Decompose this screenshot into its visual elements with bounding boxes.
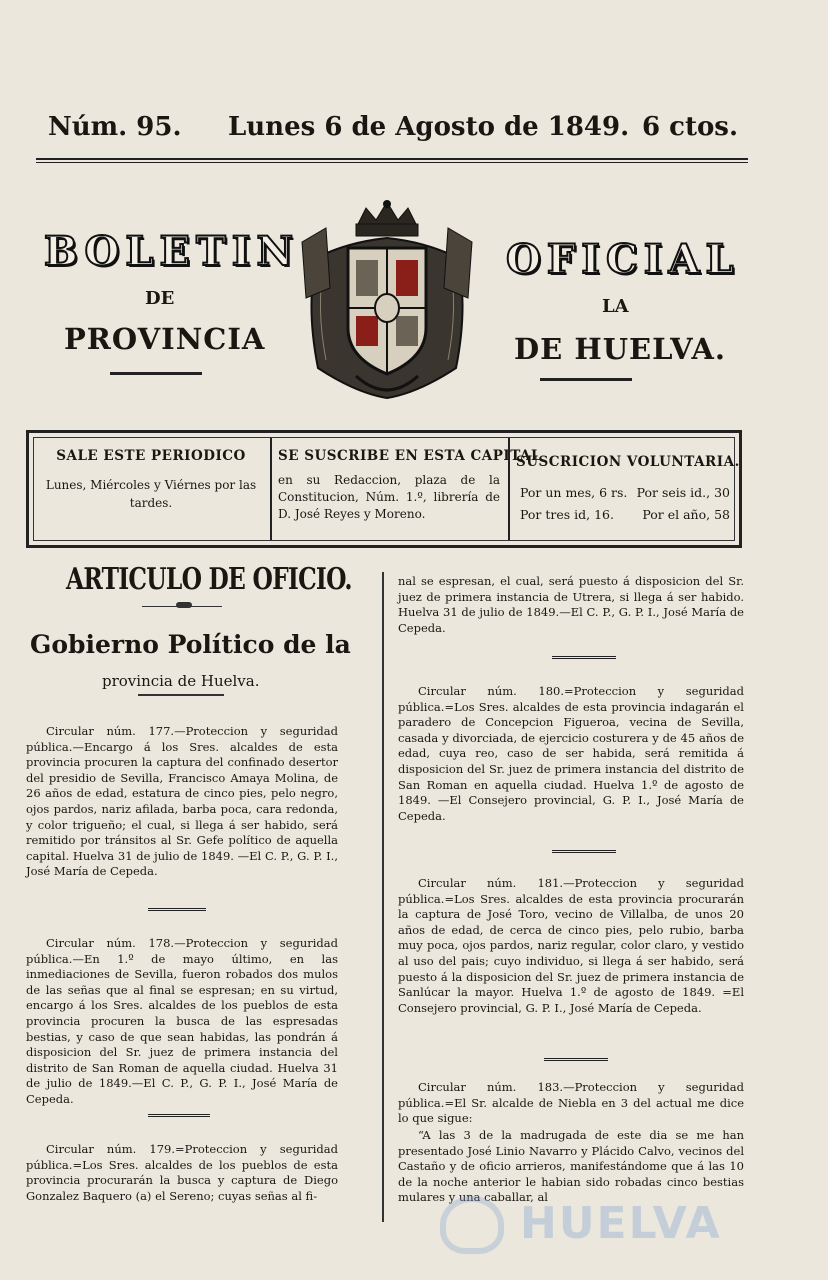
separator [544,1058,608,1061]
rate-three-months: Por tres id, 16. [520,507,614,522]
masthead-provincia: PROVINCIA [64,322,266,356]
subscribe-heading: SE SUSCRIBE EN ESTA CAPITAL [278,448,541,464]
coat-of-arms-icon [296,198,478,404]
separator [148,1114,210,1117]
province-subheading: provincia de Huelva. [102,672,260,690]
schedule-heading: SALE ESTE PERIODICO [56,448,246,464]
ornament-dot [176,602,192,608]
issue-price: 6 ctos. [641,112,738,142]
issue-line [48,112,738,152]
circular-179-continued: nal se espresan, el cual, será puesto á disposicion del Sr. juez de primera instancia de Utrera, si llega á ser habido. Huelva 31 de julio de 1849.—El C. P., G. P. I., José María de Cepeda. [398,574,744,635]
section-heading: ARTICULO DE OFICIO. [66,562,352,597]
circular-180: Circular núm. 180.=Proteccion y seguridad pública.=Los Sres. alcaldes de esta provincia indagarán el paradero de Concepcion Figueroa, vecina de Sevilla, casada y divorciada, de ejercicio costurera y de 45 años de edad, cuya reo, caso de ser habida, será remitida á disposicion del Sr. juez de primera instancia del distrito de San Roman en aquella ciudad. Huelva 1.º de agosto de 1849. —El Consejero provincial, G. P. I., José María de Cepeda. [398,684,744,823]
rate-one-month: Por un mes, 6 rs. [520,485,628,500]
separator [552,850,616,853]
archive-watermark: HUELVA [520,1198,722,1249]
header-rule [36,158,748,163]
separator [552,656,616,659]
masthead-la: LA [602,296,629,317]
masthead-de: DE [145,288,175,309]
subscribe-column [270,438,541,540]
archive-logo-icon [440,1196,504,1254]
masthead-rule-right [540,378,632,381]
separator [148,908,206,911]
masthead-boletin: BOLETIN [44,228,300,275]
circular-183-quote: “A las 3 de la madrugada de este dia se me han presentado José Linio Navarro y Plácido Calvo, vecinos del Castaño y de oficio arrieros, manifestándome que á las 10 de la noche anterior le habian sido robadas cinco bestias mulares y una caballar, al [398,1128,744,1205]
circular-183: Circular núm. 183.—Proteccion y seguridad pública.=El Sr. alcalde de Niebla en 3 del actual me dice lo que sigue: [398,1080,744,1126]
rate-one-year: Por el año, 58 [642,507,730,522]
subscribe-text: en su Redaccion, plaza de la Constitucion, Núm. 1.º, librería de D. José Reyes y Moreno. [278,473,500,521]
column-divider [382,572,384,1222]
masthead-rule-left [110,372,202,375]
government-heading: Gobierno Político de la [30,630,351,659]
rates-column [508,438,740,540]
schedule-text: Lunes, Miércoles y Viérnes por las tardes. [45,478,257,510]
issue-date: Lunes 6 de Agosto de 1849. [228,112,630,142]
issue-number: Núm. 95. [48,112,182,142]
circular-178: Circular núm. 178.—Proteccion y seguridad pública.—En 1.º de mayo último, en las inmediaciones de Sevilla, fueron robados dos mulos de las señas que al final se espresan; en su virtud, encargo á los Sres. alcaldes de los pueblos de esta provincia procuren la busca de las espresadas bestias, y caso de que sean habidas, las pondrán á disposicion del Sr. juez de primera instancia del distrito de San Roman de aquella ciudad. Huelva 31 de julio de 1849.—El C. P., G. P. I., José María de Cepeda. [26,936,338,1106]
circular-181: Circular núm. 181.—Proteccion y seguridad pública.=Los Sres. alcaldes de esta provincia procurarán la captura de José Toro, vecino de Villalba, de unos 20 años de edad, de cerca de cinco pies, pelo rubio, barba muy poca, ojos pardos, nariz regular, color claro, y vestido al uso del pais; cuyo individuo, si llega á ser habido, será puesto á la disposicion del Sr. juez de primera instancia de Sanlúcar la mayor. Huelva 1.º de agosto de 1849. =El Consejero provincial, G. P. I., José María de Cepeda. [398,876,744,1015]
circular-177: Circular núm. 177.—Proteccion y seguridad pública.—Encargo á los Sres. alcaldes de esta provincia procuren la captura del confinado desertor del presidio de Sevilla, Francisco Amaya Molina, de 26 años de edad, estatura de cinco pies, pelo negro, ojos pardos, nariz afilada, barba poca, cara redonda, y color trigueño; el cual, si llega á ser habido, será remitido por tránsitos al Sr. Gefe político de aquella capital. Huelva 31 de julio de 1849. —El C. P., G. P. I., José María de Cepeda. [26,724,338,879]
subheading-rule [138,694,224,696]
circular-179: Circular núm. 179.=Proteccion y seguridad pública.=Los Sres. alcaldes de los pueblos de esta provincia procurarán la busca y captura de Diego Gonzalez Baquero (a) el Sereno; cuyas señas al fi- [26,1142,338,1203]
rate-six-months: Por seis id., 30 [636,485,730,500]
masthead-de-huelva: DE HUELVA. [514,332,726,366]
subscription-box [26,430,742,548]
masthead-oficial: OFICIAL [506,236,740,283]
rates-heading: SUSCRICION VOLUNTARIA. [516,454,740,470]
schedule-column [34,438,268,540]
